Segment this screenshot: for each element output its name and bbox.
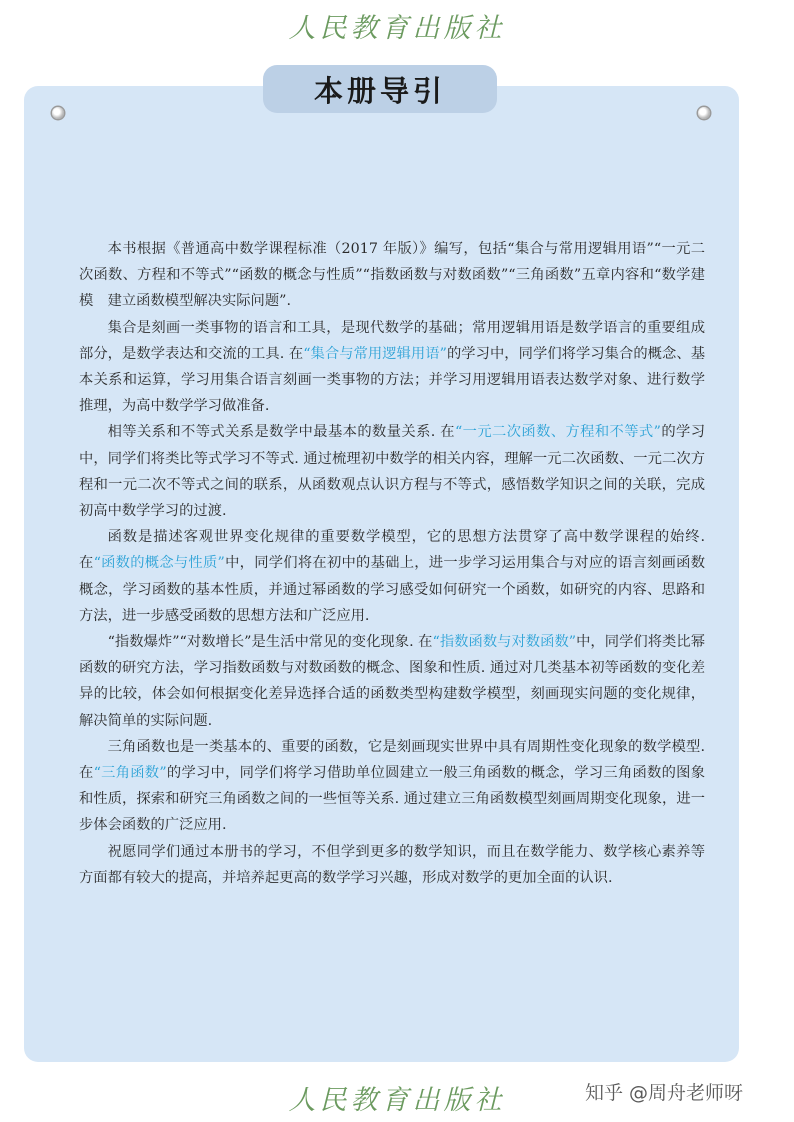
chapter-highlight: “集合与常用逻辑用语” — [303, 345, 447, 362]
paragraph-6 — [79, 734, 705, 839]
paragraph-text: 的学习中，同学们将学习借助单位圆建立一般三角函数的概念，学习三角函数的图象和性质，探索和研究三角函数之间的一些恒等关系. 通过建立三角函数模型刻画周期变化现象，进一步体会函数的广泛应用. — [79, 765, 706, 834]
chapter-highlight: “三角函数” — [93, 765, 167, 782]
publisher-logo-bottom: 人民教育出版社 — [288, 1085, 506, 1116]
paragraph-text: 的学习中，同学们将学习集合的概念、基本关系和运算，学习用集合语言刻画一类事物的方法；并学习用逻辑用语表达数学对象、进行数学推理，为高中数学学习做准备. — [79, 345, 705, 415]
paragraph-text: 本书根据《普通高中数学课程标准（2017 年版）》编写，包括“集合与常用逻辑用语”“一元二次函数、方程和不等式”“函数的概念与性质”“指数函数与对数函数”“三角函数”五章内容和“数学建模 建立函数模型解决实际问题”. — [79, 241, 705, 310]
chapter-highlight: “一元二次函数、方程和不等式” — [454, 424, 661, 441]
paragraph-text: 的学习中，同学们将类比等式学习不等式. 通过梳理初中数学的相关内容，理解一元二次函数、一元二次方程和一元二次不等式之间的联系，从函数观点认识方程与不等式，感悟数学知识之间的关联，完成初高中数学学习的过渡. — [79, 424, 706, 520]
binder-ring-icon — [698, 107, 710, 119]
paragraph-text: 集合是刻画一类事物的语言和工具，是现代数学的基础；常用逻辑用语是数学语言的重要组成部分，是数学表达和交流的工具. 在 — [79, 319, 705, 362]
paragraph-5 — [79, 629, 705, 734]
paragraph-7 — [79, 839, 705, 891]
chapter-highlight: “指数函数与对数函数” — [432, 634, 577, 651]
paragraph-text: 函数是描述客观世界变化规律的重要数学模型，它的思想方法贯穿了高中数学课程的始终. 在 — [79, 529, 705, 572]
paragraph-text: 三角函数也是一类基本的、重要的函数，它是刻画现实世界中具有周期性变化现象的数学模型. 在 — [79, 738, 705, 782]
paragraph-text: 中，同学们将在初中的基础上，进一步学习运用集合与对应的语言刻画函数概念，学习函数的基本性质，并通过幂函数的学习感受如何研究一个函数，如研究的内容、思路和方法，进一步感受函数的思想方法和广泛应用. — [79, 555, 706, 624]
paragraph-text: 相等关系和不等式关系是数学中最基本的数量关系. 在 — [107, 424, 455, 441]
paragraph-text: 祝愿同学们通过本册书的学习，不但学到更多的数学知识，而且在数学能力、数学核心素养等方面都有较大的提高，并培养起更高的数学学习兴趣，形成对数学的更加全面的认识. — [79, 843, 705, 886]
publisher-logo-top: 人民教育出版社 — [288, 13, 506, 44]
paragraph-3 — [79, 419, 705, 524]
chapter-highlight: “函数的概念与性质” — [93, 555, 225, 572]
intro-body — [79, 236, 705, 891]
binder-ring-icon — [52, 107, 64, 119]
paragraph-2 — [79, 315, 705, 420]
page-title: 本册导引 — [263, 65, 497, 113]
paragraph-text: “指数爆炸”“对数增长”是生活中常见的变化现象. 在 — [107, 634, 433, 651]
paragraph-4 — [79, 524, 705, 629]
paragraph-1 — [79, 236, 705, 315]
paragraph-text: 中，同学们将类比幂函数的研究方法，学习指数函数与对数函数的概念、图象和性质. 通过对几类基本初等函数的变化差异的比较，体会如何根据变化差异选择合适的函数类型构建数学模型，刻画现实问题的变化规律，解决简单的实际问题. — [79, 634, 705, 729]
zhihu-watermark: 知乎 @周舟老师呀 — [585, 1082, 744, 1104]
